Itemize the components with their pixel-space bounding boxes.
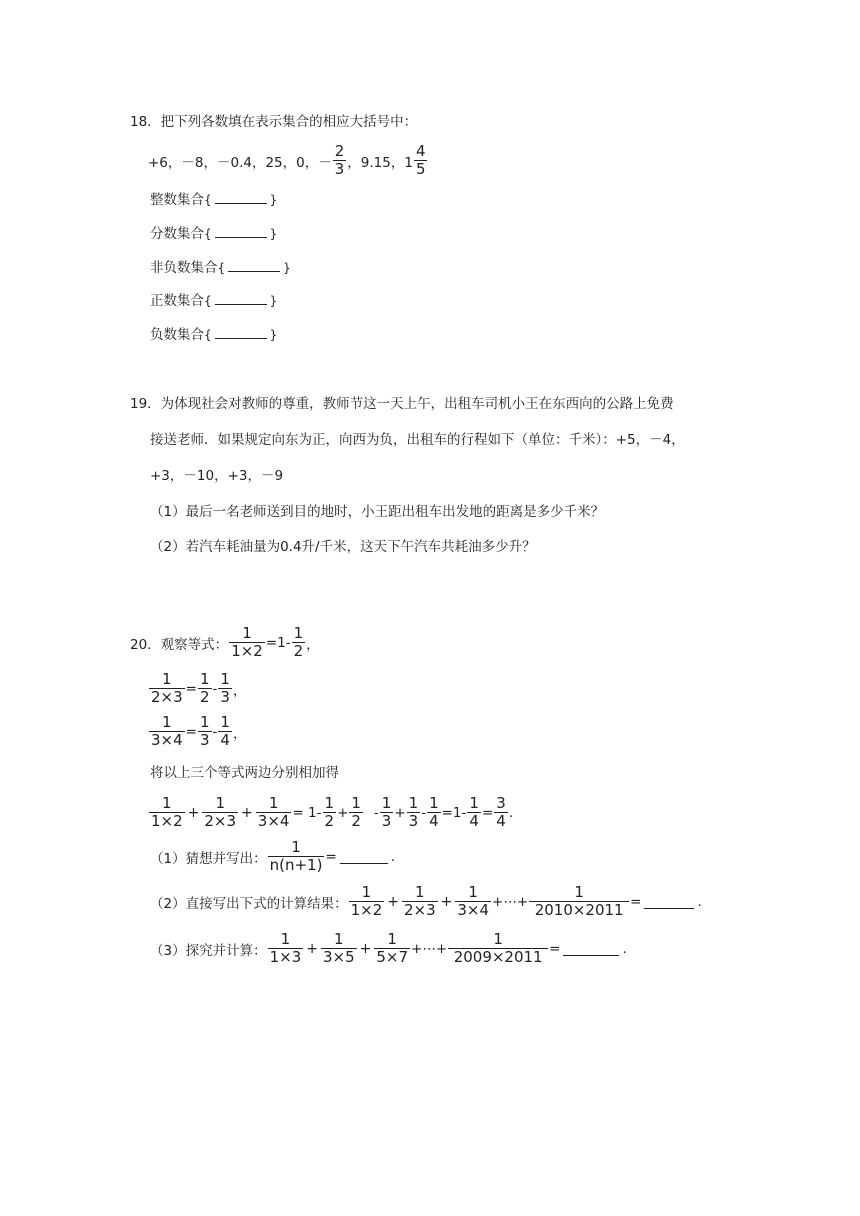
q20-sub3: （3）探究并计算： $\frac{1}{1\times 3}$ + $\frac{1}{3\times 5}$ + $\frac{1}{5\times 7}$ +⋯+ $\frac{1}{2009\times 2011}$ = . <box>150 930 627 966</box>
answer-blank[interactable] <box>215 224 267 238</box>
q20-sub1: （1）猜想并写出： $\frac{1}{n(n+1)}$ = . <box>150 838 396 874</box>
set-fractions: 分数集合{ } <box>150 226 278 242</box>
q20-eq3: $\frac{1}{3\times 4}$ = $\frac{1}{3}$ - $\frac{1}{4}$ ， <box>151 713 247 749</box>
q19-sub1: （1）最后一名老师送到目的地时，小王距出租车出发地的距离是多少千米？ <box>150 504 605 520</box>
answer-blank[interactable] <box>215 291 267 305</box>
answer-blank[interactable] <box>340 850 388 864</box>
q19-line1: 19．为体现社会对教师的尊重，教师节这一天上午，出租车司机小王在东西向的公路上免费 <box>130 396 674 412</box>
q20-sum: $\frac{1}{1\times 2}$ + $\frac{1}{2\times 3}$ + $\frac{1}{3\times 4}$ = 1- $\frac{1}{2}$ + $\frac{1}{2}$ - $\frac{1}{3}$ + $\frac{1}{3}$ - $\frac{1}{4}$ =1- $\frac{1}{4}$ = $\frac{3}{4}$ . <box>151 794 514 830</box>
fraction-neg-two-thirds: $\frac{2}{3}$ <box>334 142 345 178</box>
q18-numbers-prefix: +6，－8，－0.4，25，0，－ <box>148 154 332 171</box>
q19-line2: 接送老师．如果规定向东为正，向西为负，出租车的行程如下（单位：千米）：+5，－4， <box>150 432 685 448</box>
mixed-fraction-four-fifths: $\frac{4}{5}$ <box>415 142 426 178</box>
set-negative: 负数集合{ } <box>150 327 278 343</box>
q20-eq1: 20．观察等式： $\frac{1}{1\times 2}$ =1- $\frac{1}{2}$ ， <box>130 624 320 660</box>
q18-title: 18．把下列各数填在表示集合的相应大括号中： <box>130 114 418 130</box>
answer-blank[interactable] <box>215 325 267 339</box>
q20-combine-text: 将以上三个等式两边分别相加得 <box>150 765 339 781</box>
q19-line3: +3，－10，+3，－9 <box>150 468 284 484</box>
set-integers: 整数集合{ } <box>150 192 278 208</box>
answer-blank[interactable] <box>228 258 280 272</box>
q19-sub2: （2）若汽车耗油量为0.4升/千米，这天下午汽车共耗油多少升？ <box>150 539 536 555</box>
q20-sub2: （2）直接写出下式的计算结果： $\frac{1}{1\times 2}$ + $\frac{1}{2\times 3}$ + $\frac{1}{3\times 4}$ +⋯+ $\frac{1}{2010\times 2011}$ = . <box>150 883 702 919</box>
set-positive: 正数集合{ } <box>150 293 278 309</box>
set-nonnegative: 非负数集合{ } <box>150 260 291 276</box>
answer-blank[interactable] <box>215 190 267 204</box>
q18-numbers <box>148 144 428 177</box>
answer-blank[interactable] <box>563 942 619 956</box>
answer-blank[interactable] <box>644 895 694 909</box>
q18-numbers-mid: ，9.15，1 <box>347 154 413 171</box>
q20-eq2: $\frac{1}{2\times 3}$ = $\frac{1}{2}$ - $\frac{1}{3}$ ， <box>151 670 247 706</box>
